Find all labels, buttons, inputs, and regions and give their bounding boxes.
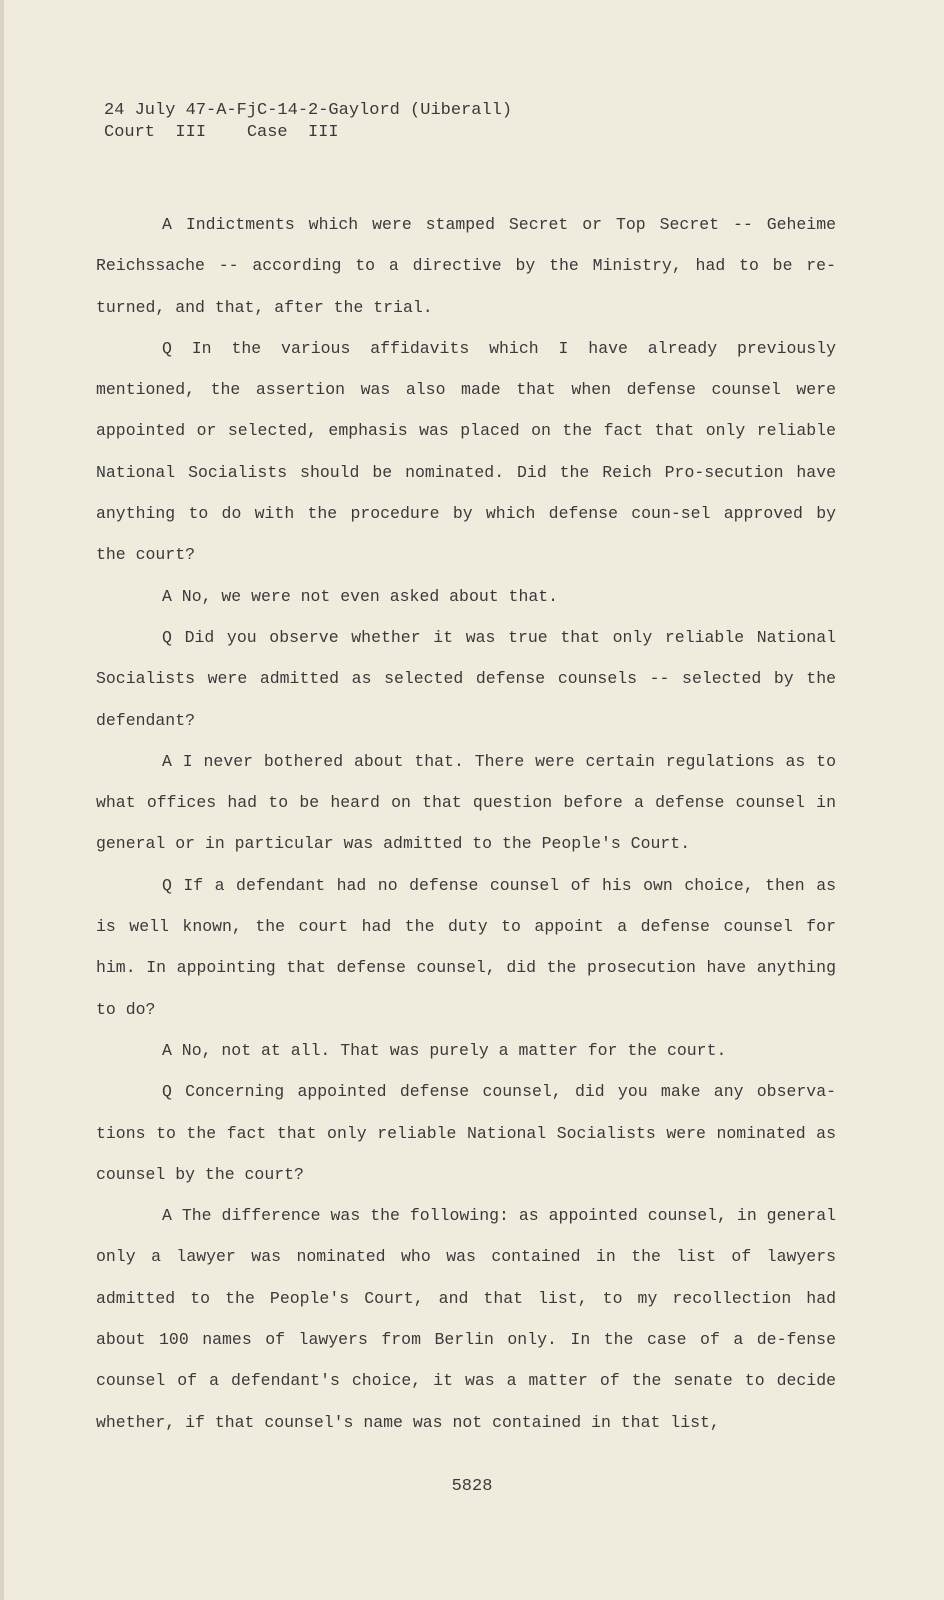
page-number: 5828 xyxy=(451,1477,493,1496)
header-line-2: Court III Case III xyxy=(104,123,339,142)
transcript-paragraph: A No, not at all. That was purely a matter for the court. xyxy=(162,1040,727,1060)
transcript-paragraph: A I never bothered about that. There were certain regulations as to what offices had to be heard on that question before a defense counsel in general or in particular was admitted to the People's Court. xyxy=(96,751,836,854)
transcript-paragraph: Q Concerning appointed defense counsel, did you make any observa-tions to the fact that only reliable National Socialists were nominated as counsel by the court? xyxy=(96,1082,836,1184)
header-line-1: 24 July 47-A-FjC-14-2-Gaylord (Uiberall) xyxy=(104,101,513,120)
transcript-paragraph: Q Did you observe whether it was true that only reliable National Socialists were admitted as selected defense counsels -- selected by the defendant? xyxy=(96,627,836,730)
transcript-paragraph: A Indictments which were stamped Secret or Top Secret -- Geheime Reichssache -- according to a directive by the Ministry, had to be re-turned, and that, after the trial. xyxy=(96,215,836,317)
transcript-paragraph: Q If a defendant had no defense counsel of his own choice, then as is well known, the court had the duty to appoint a defense counsel for him. In appointing that defense counsel, did the prosecution have anything to do? xyxy=(96,875,836,1019)
document-header xyxy=(104,100,512,144)
transcript-paragraph: A No, we were not even asked about that. xyxy=(162,586,559,606)
transcript-body xyxy=(96,204,836,1443)
page-edge xyxy=(0,0,4,1600)
transcript-paragraph: A The difference was the following: as appointed counsel, in general only a lawyer was nominated who was contained in the list of lawyers admitted to the People's Court, and that list, to my recollection had about 100 names of lawyers from Berlin only. In the case of a de-fense counsel of a defendant's choice, it was a matter of the senate to decide whether, if that counsel's name was not contained in that list, xyxy=(96,1206,836,1432)
transcript-paragraph: Q In the various affidavits which I have already previously mentioned, the assertion was also made that when defense counsel were appointed or selected, emphasis was placed on the fact that only reliable National Socialists should be nominated. Did the Reich Pro-secution have anything to do with the procedure by which defense coun-sel approved by the court? xyxy=(96,338,836,565)
